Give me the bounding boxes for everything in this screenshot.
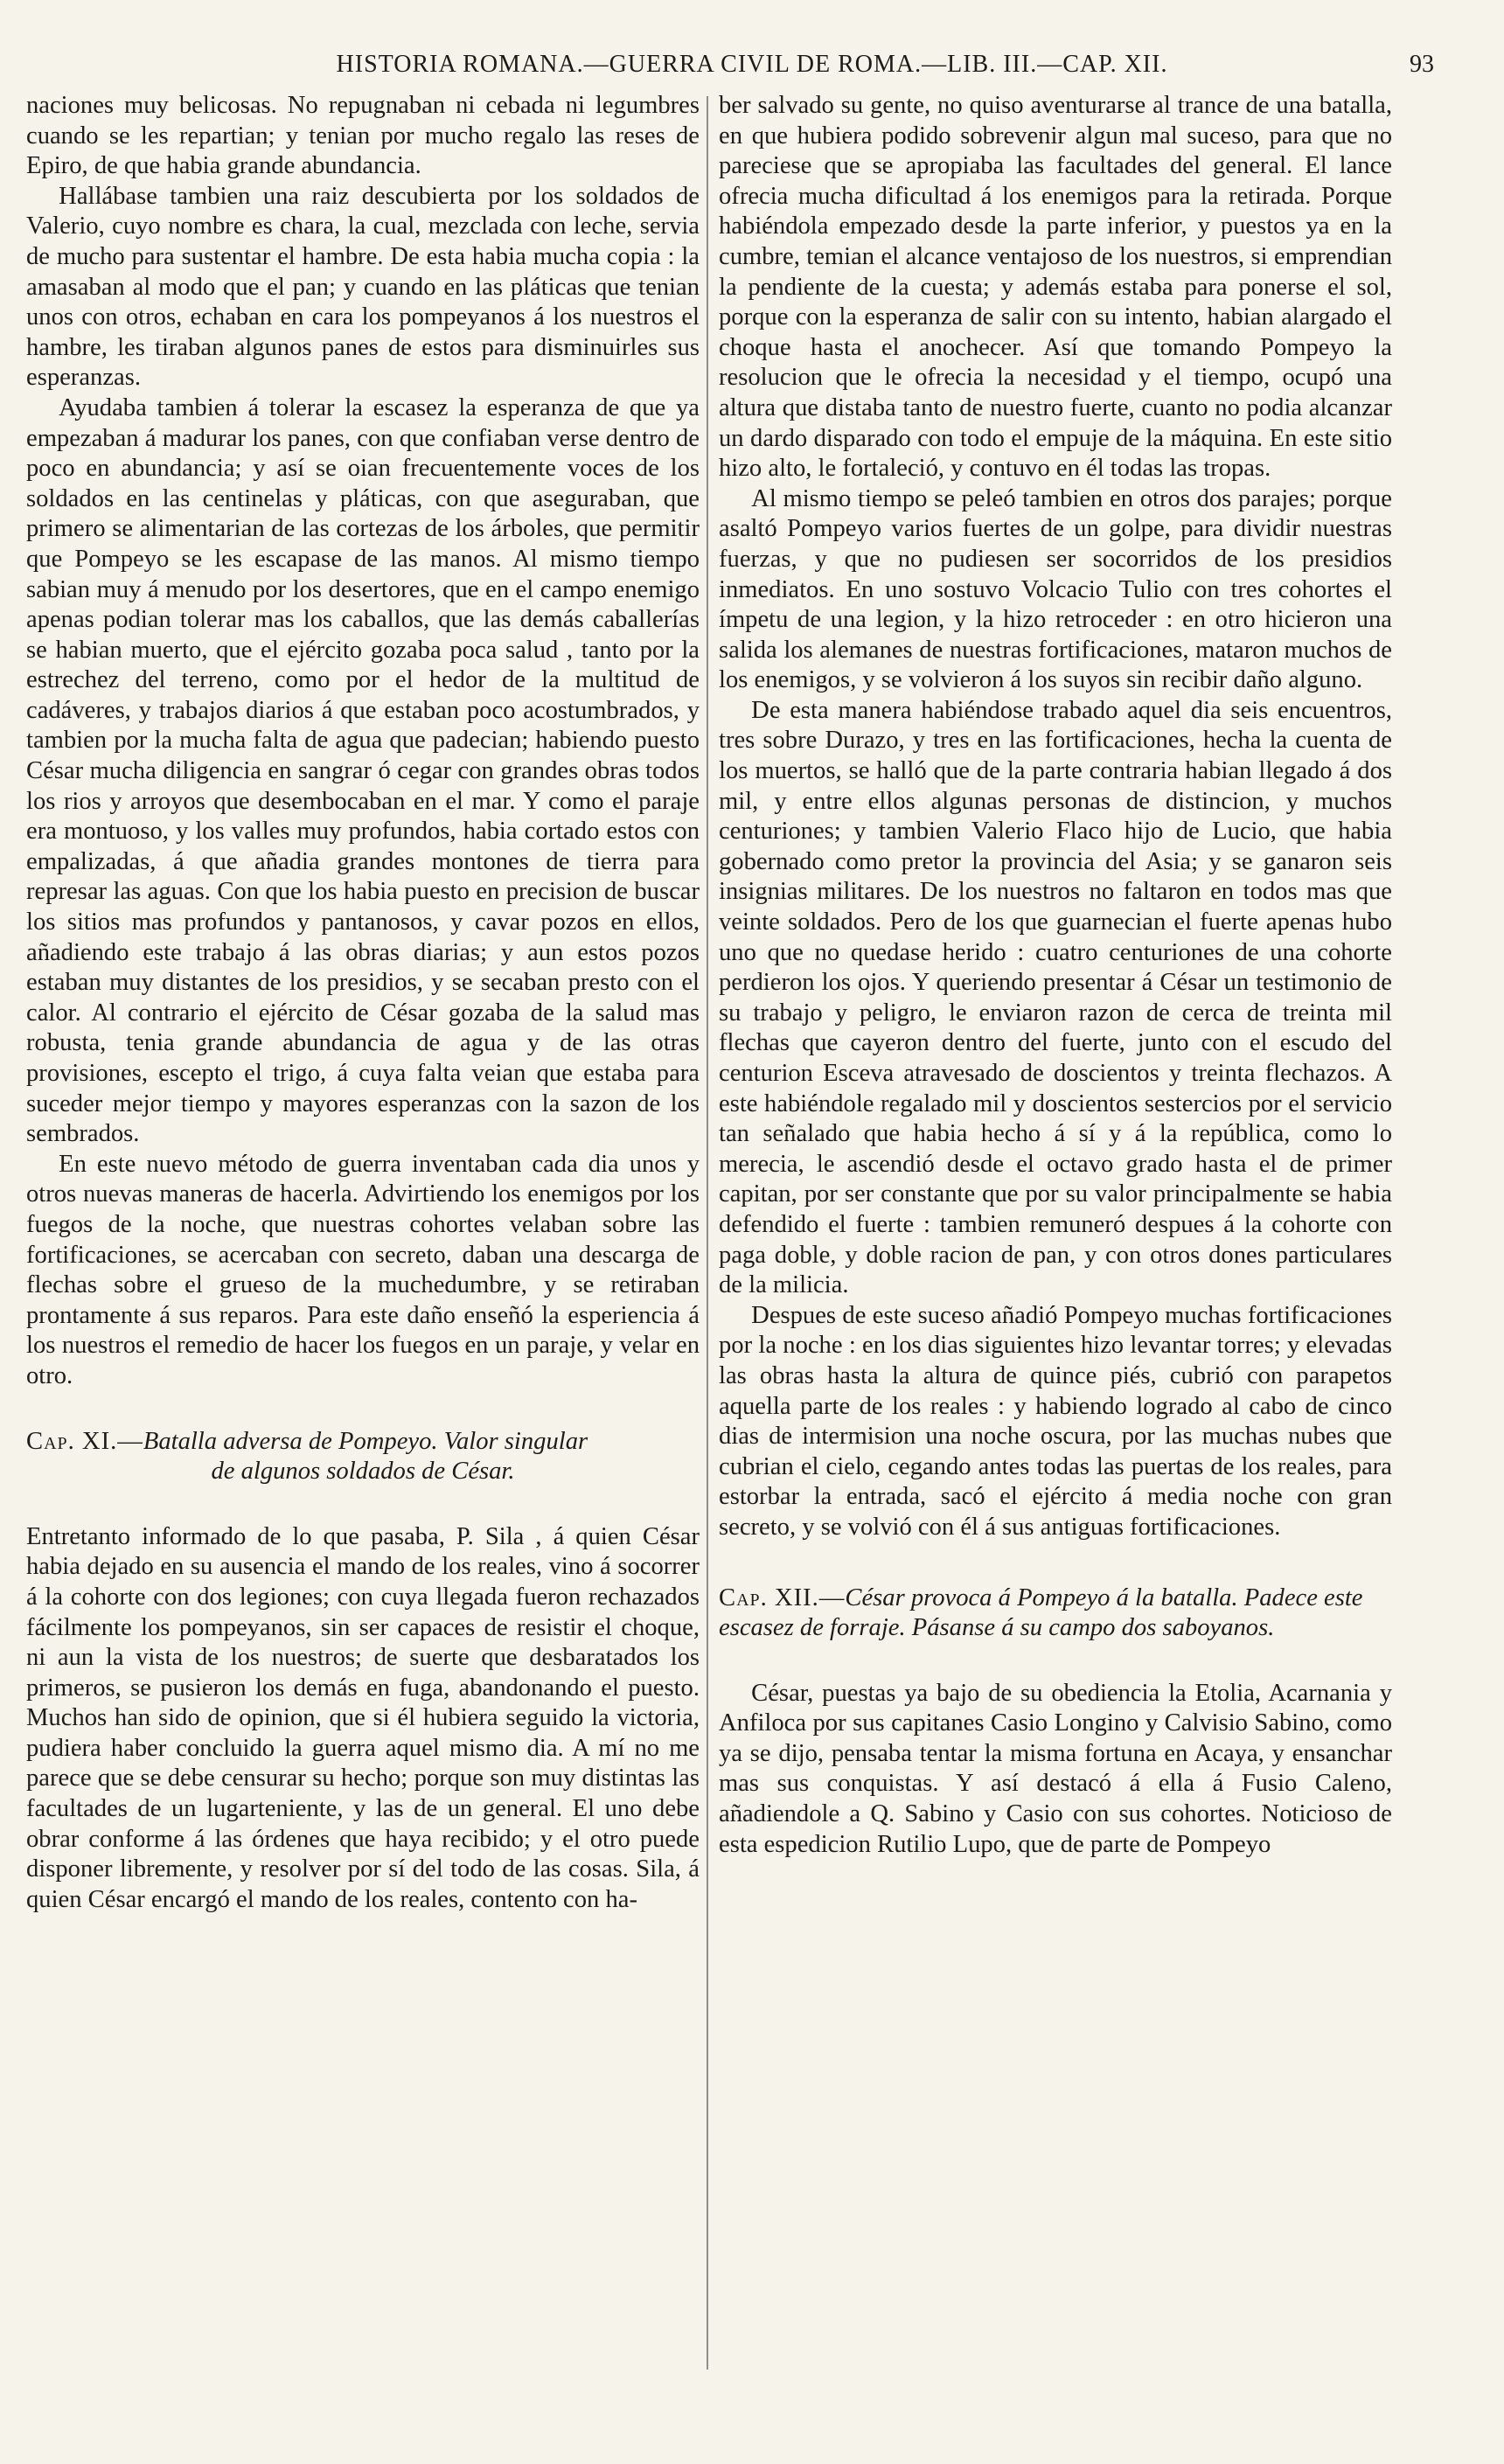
header-title: HISTORIA ROMANA.—GUERRA CIVIL DE ROMA.—LIB. III.—CAP. XII. <box>336 51 1168 78</box>
paragraph: Entretanto informado de lo que pasaba, P. Sila , á quien César habia dejado en su ausencia el mando de los reales, vino á socorrer á la cohorte con dos legiones; con cuya llegada fueron rechazados fácilmente los pompeyanos, sin ser capaces de resistir el choque, ni aun la vista de los nuestros; de suerte que desbaratados los primeros, se pusieron los demás en fuga, abandonando el puesto. Muchos han sido de opinion, que si él hubiera seguido la victoria, pudiera haber concluido la guerra aquel mismo dia. A mí no me parece que se debe censurar su hecho; porque son muy distintas las facultades de un lugarteniente, y las de un general. El uno debe obrar conforme á las órdenes que haya recibido; y el otro puede disponer libremente, y resolver por sí del todo de las cosas. Sila, á quien César encargó el mando de los reales, contento con ha- <box>26 1522 700 1913</box>
paragraph: César, puestas ya bajo de su obediencia la Etolia, Acarnania y Anfiloca por sus capitanes Casio Longino y Calvisio Sabino, como ya se dijo, pensaba tentar la misma fortuna en Acaya, y ensanchar mas sus conquistas. Y así destacó á ella á Fusio Caleno, añadiendole a Q. Sabino y Casio con sus cohortes. Noticioso de esta espedicion Rutilio Lupo, que de parte de Pompeyo <box>719 1679 1392 1858</box>
paragraph: De esta manera habiéndose trabado aquel dia seis encuentros, tres sobre Durazo, y tres en las fortificaciones, hecha la cuenta de los muertos, se halló que de la parte contraria habian llegado á dos mil, y entre ellos algunas personas de distincion, y muchos centuriones; y tambien Valerio Flaco hijo de Lucio, que habia gobernado como pretor la provincia del Asia; y se ganaron seis insignias militares. De los nuestros no faltaron en todos mas que veinte soldados. Pero de los que guarnecian el fuerte apenas hubo uno que no quedase herido : cuatro centuriones de una cohorte perdieron los ojos. Y queriendo presentar á César un testimonio de su trabajo y peligro, le enviaron razon de cerca de treinta mil flechas que cayeron dentro del fuerte, junto con el escudo del centurion Esceva atravesado de doscientos y treinta flechazos. A este habiéndole regalado mil y doscientos sestercios por el servicio tan señalado que habia hecho á sí y á la república, como lo merecia, le ascendió desde el octavo grado hasta el de primer capitan, por ser constante que por su valor principalmente se habia defendido el fuerte : tambien remuneró despues á la cohorte con paga doble, y doble racion de pan, y con otros dones particulares de la milicia. <box>719 696 1392 1299</box>
paragraph: ber salvado su gente, no quiso aventurarse al trance de una batalla, en que hubiera podido sobrevenir algun mal suceso, para que no pareciese que se apropiaba las facultades del general. El lance ofrecia mucha dificultad á los enemigos para la retirada. Porque habiéndola empezado desde la parte inferior, y puestos ya en la cumbre, temian el alcance ventajoso de los nuestros, si emprendian la pendiente de la cuesta; y además estaba para ponerse el sol, porque con la esperanza de salir con su intento, habian alargado el choque hasta el anochecer. Así que tomando Pompeyo la resolucion que le ofrecia la necesidad y el tiempo, ocupó una altura que distaba tanto de nuestro fuerte, cuanto no podia alcanzar un dardo disparado con todo el empuje de la máquina. En este sitio hizo alto, le fortaleció, y contuvo en él todas las tropas. <box>719 92 1392 483</box>
right-column <box>719 91 1392 1860</box>
chapter-heading <box>719 1584 1392 1644</box>
paragraph: Despues de este suceso añadió Pompeyo muchas fortificaciones por la noche : en los dias siguientes hizo levantar torres; y elevadas las obras hasta la altura de quince piés, cubrió con parapetos aquella parte de los reales : y habiendo logrado al cabo de cinco dias de intermision una noche oscura, por las muchas nubes que cubrian el cielo, cegando antes todas las puertas de los reales, para estorbar la entrada, sacó el ejército á media noche con gran secreto, y se volvió con él á sus antiguas fortificaciones. <box>719 1301 1392 1541</box>
left-column <box>26 91 700 1915</box>
paragraph: En este nuevo método de guerra inventaban cada dia unos y otros nuevas maneras de hacerla. Advirtiendo los enemigos por los fuegos de la noche, que nuestras cohortes velaban sobre las fortificaciones, se acercaban con secreto, daban una descarga de flechas sobre el grueso de la muchedumbre, y se retiraban prontamente á sus reparos. Para este daño enseñó la esperiencia á los nuestros el remedio de hacer los fuegos en un paraje, y velar en otro. <box>26 1150 700 1389</box>
paragraph: Al mismo tiempo se peleó tambien en otros dos parajes; porque asaltó Pompeyo varios fuertes de un golpe, para dividir nuestras fuerzas, y que no pudiesen ser socorridos de los presidios inmediatos. En uno sostuvo Volcacio Tulio con tres cohortes el ímpetu de una legion, y la hizo retroceder : en otro hicieron una salida los alemanes de nuestras fortificaciones, mataron muchos de los enemigos, y se volvieron á los suyos sin recibir daño alguno. <box>719 484 1392 694</box>
chapter-title: César provoca á Pompeyo á la batalla. Padece este escasez de forraje. Pásanse á su campo dos saboyanos. <box>719 1584 1363 1642</box>
chapter-title: Batalla adversa de Pompeyo. Valor singular <box>143 1427 588 1455</box>
page-number: 93 <box>1410 51 1434 78</box>
chapter-label: Cap. XI.— <box>26 1427 143 1455</box>
chapter-heading <box>26 1427 700 1487</box>
chapter-title-continued: de algunos soldados de César. <box>211 1458 515 1486</box>
paragraph: Hallábase tambien una raiz descubierta por los soldados de Valerio, cuyo nombre es chara, la cual, mezclada con leche, servia de mucho para sustentar el hambre. De esta habia mucha copia : la amasaban al modo que el pan; y cuando en las pláticas que tenian unos con otros, echaban en cara los pompeyanos á los nuestros el hambre, les tiraban algunos panes de estos para disminuirles sus esperanzas. <box>26 182 700 392</box>
running-header <box>26 51 1478 91</box>
paragraph: naciones muy belicosas. No repugnaban ni cebada ni legumbres cuando se les repartian; y tenian por mucho regalo las reses de Epiro, de que habia grande abundancia. <box>26 92 700 180</box>
column-divider <box>707 96 708 2370</box>
chapter-label: Cap. XII.— <box>719 1584 846 1611</box>
paragraph: Ayudaba tambien á tolerar la escasez la esperanza de que ya empezaban á madurar los panes, con que confiaban verse dentro de poco en abundancia; y así se oian frecuentemente voces de los soldados en las centinelas y pláticas, con que aseguraban, que primero se alimentarian de las cortezas de los árboles, que permitir que Pompeyo se les escapase de las manos. Al mismo tiempo sabian muy á menudo por los desertores, que en el campo enemigo apenas podian tolerar mas los caballos, que las demás caballerías se habian muerto, que el ejército gozaba poca salud , tanto por la estrechez del terreno, como por el hedor de la multitud de cadáveres, y trabajos diarios á que estaban poco acostumbrados, y tambien por la mucha falta de agua que padecian; habiendo puesto César mucha diligencia en sangrar ó cegar con grandes obras todos los rios y arroyos que desembocaban en el mar. Y como el paraje era montuoso, y los valles muy profundos, habia cortado estos con empalizadas, á que añadia grandes montones de tierra para represar las aguas. Con que los habia puesto en precision de buscar los sitios mas profundos y pantanosos, y cavar pozos en ellos, añadiendo este trabajo á las obras diarias; y aun estos pozos estaban muy distantes de los presidios, y se secaban presto con el calor. Al contrario el ejército de César gozaba de la salud mas robusta, tenia grande abundancia de agua y de las otras provisiones, escepto el trigo, á cuya falta veian que estaba para suceder mejor tiempo y mayores esperanzas con la sazon de los sembrados. <box>26 393 700 1148</box>
